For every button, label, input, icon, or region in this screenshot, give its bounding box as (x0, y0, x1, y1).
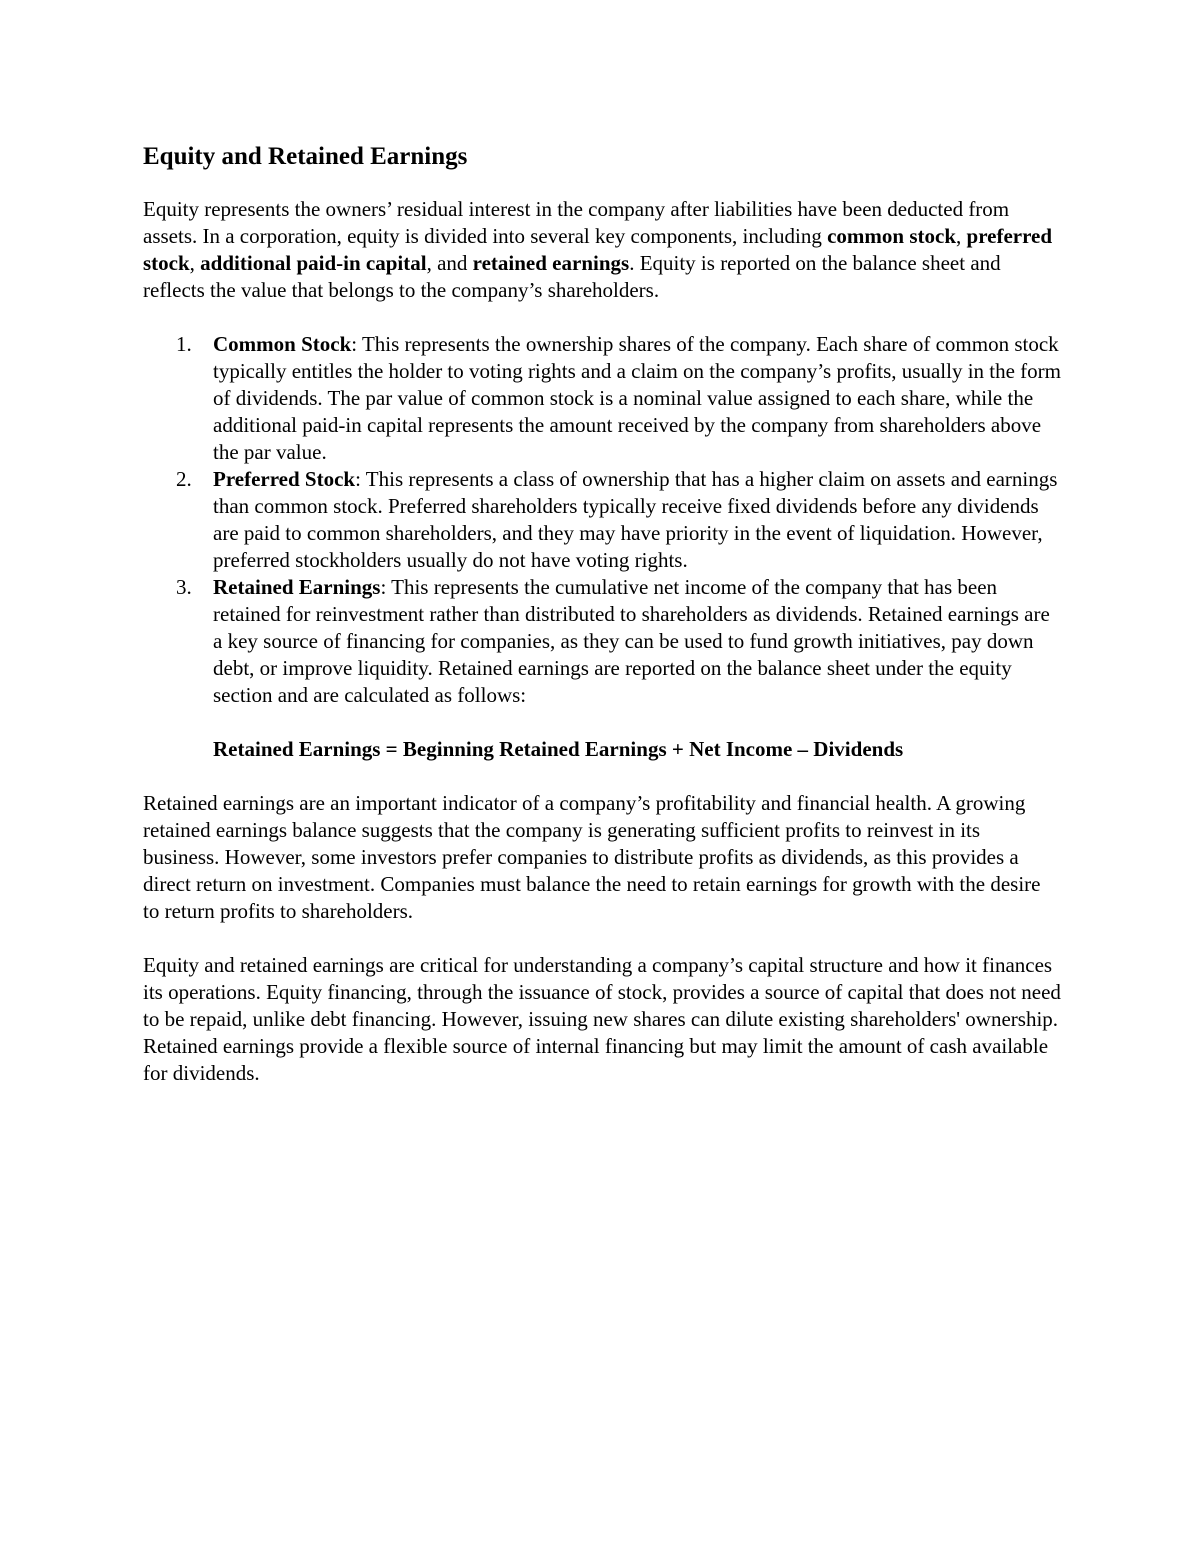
list-item (143, 331, 1061, 466)
term-common-stock: common stock (827, 224, 957, 248)
term-additional-paid-in-capital: additional paid-in capital (200, 251, 427, 275)
intro-paragraph (143, 196, 1061, 304)
list-item (143, 574, 1061, 709)
intro-text-2: . Equity is reported on the balance sheet and reflects the value that belongs to the company’s shareholders. (143, 251, 1001, 302)
intro-sep-2: , (189, 251, 201, 275)
intro-sep-1: , (956, 224, 967, 248)
list-item-number: 2. (176, 467, 192, 491)
list-item (143, 466, 1061, 574)
equity-components-list (143, 331, 1061, 709)
document-page (143, 140, 1061, 1114)
list-item-text: : This represents the ownership shares of the company. Each share of common stock typically entitles the holder to voting rights and a claim on the company’s profits, usually in the form of dividends. The par value of common stock is a nominal value assigned to each share, while the additional paid-in capital represents the amount received by the company from shareholders above the par value. (213, 332, 1061, 464)
paragraph-capital-structure: Equity and retained earnings are critical for understanding a company’s capital structure and how it finances its operations. Equity financing, through the issuance of stock, provides a source of capital that does not need to be repaid, unlike debt financing. However, issuing new shares can dilute existing shareholders' ownership. Retained earnings provide a flexible source of internal financing but may limit the amount of cash available for dividends. (143, 953, 1061, 1085)
intro-sep-3: , and (426, 251, 473, 275)
term-preferred-stock: preferred stock (143, 224, 1053, 275)
list-item-number: 3. (176, 575, 192, 599)
list-item-number: 1. (176, 332, 192, 356)
list-item-term: Preferred Stock (213, 467, 356, 491)
list-item-term: Common Stock (213, 332, 352, 356)
retained-earnings-formula: Retained Earnings = Beginning Retained Earnings + Net Income – Dividends (213, 737, 904, 761)
list-item-text: : This represents a class of ownership that has a higher claim on assets and earnings than common stock. Preferred shareholders typically receive fixed dividends before any dividends are paid to common shareholders, and they may have priority in the event of liquidation. However, preferred stockholders usually do not have voting rights. (213, 467, 1058, 572)
intro-text-1: Equity represents the owners’ residual interest in the company after liabilities have been deducted from assets. In a corporation, equity is divided into several key components, including (143, 197, 1010, 248)
document-title: Equity and Retained Earnings (143, 143, 468, 170)
list-item-text: : This represents the cumulative net income of the company that has been retained for reinvestment rather than distributed to shareholders as dividends. Retained earnings are a key source of financing for companies, as they can be used to fund growth initiatives, pay down debt, or improve liquidity. Retained earnings are reported on the balance sheet under the equity section and are calculated as follows: (213, 575, 1050, 707)
term-retained-earnings: retained earnings (472, 251, 630, 275)
paragraph-profitability: Retained earnings are an important indicator of a company’s profitability and financial health. A growing retained earnings balance suggests that the company is generating sufficient profits to reinvest in its business. However, some investors prefer companies to distribute profits as dividends, as this provides a direct return on investment. Companies must balance the need to retain earnings for growth with the desire to return profits to shareholders. (143, 791, 1041, 923)
list-item-term: Retained Earnings (213, 575, 381, 599)
